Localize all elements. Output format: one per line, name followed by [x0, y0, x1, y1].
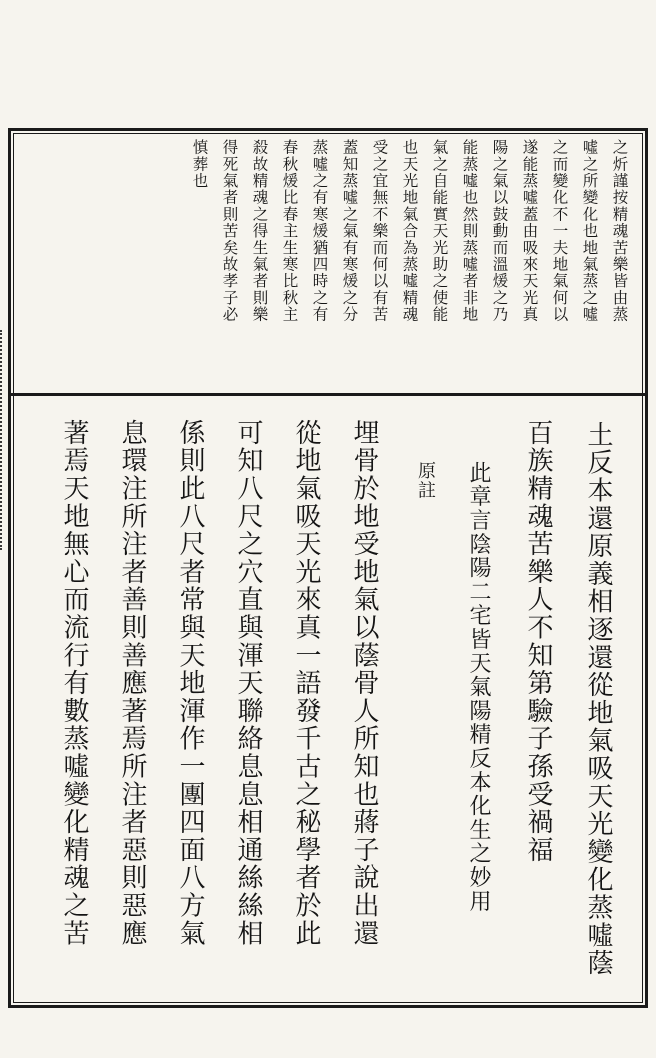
note-column-1: 之炘謹按精魂苦樂皆由蒸	[610, 139, 629, 323]
commentary-column-3: 可知八尺之穴直與渾天聯絡息息相通絲絲相	[233, 419, 263, 948]
note-column-14: 得死氣者則苦矣故孝子必	[220, 139, 239, 323]
note-column-3: 之而變化不一夫地氣何以	[550, 139, 569, 323]
section-divider	[11, 393, 645, 396]
commentary-column-5: 息環注所注者善則善應著焉所注者惡則惡應	[117, 419, 147, 948]
note-column-11: 蒸噓之有寒煖猶四時之有	[310, 139, 329, 323]
commentary-column-2: 從地氣吸天光來真一語發千古之秘學者於此	[291, 419, 321, 948]
note-column-10: 蓋知蒸噓之氣有寒煖之分	[340, 139, 359, 323]
main-heading-column: 土反本還原義相逐還從地氣吸天光變化蒸噓蔭	[583, 421, 613, 977]
note-column-4: 遂能蒸噓蓋由吸來天光真	[520, 139, 539, 323]
summary-column: 此章言陰陽二宅皆天氣陽精反本化生之妙用	[466, 461, 491, 914]
note-column-7: 氣之自能實天光助之使能	[430, 139, 449, 323]
original-note-label: 原註	[415, 461, 436, 501]
commentary-column-4: 係則此八尺者常與天地渾作一團四面八方氣	[175, 419, 205, 948]
main-verse-column: 百族精魂苦樂人不知第驗子孫受禍福	[523, 419, 553, 864]
page-frame	[8, 128, 648, 1008]
note-column-13: 殺故精魂之得生氣者則樂	[250, 139, 269, 323]
note-column-5: 陽之氣以鼓動而溫煖之乃	[490, 139, 509, 323]
note-column-12: 春秋煖比春主生寒比秋主	[280, 139, 299, 323]
note-column-2: 噓之所變化也地氣蒸之噓	[580, 139, 599, 323]
note-column-15: 慎葬也	[190, 139, 209, 190]
margin-bleed-marks	[0, 330, 6, 550]
note-column-8: 也天光地氣合為蒸噓精魂	[400, 139, 419, 323]
note-column-9: 受之宜無不樂而何以有苦	[370, 139, 389, 323]
commentary-column-1: 埋骨於地受地氣以蔭骨人所知也蔣子說出還	[349, 419, 379, 948]
commentary-column-6: 著焉天地無心而流行有數蒸噓變化精魂之苦	[59, 419, 89, 948]
note-column-6: 能蒸噓也然則蒸噓者非地	[460, 139, 479, 323]
